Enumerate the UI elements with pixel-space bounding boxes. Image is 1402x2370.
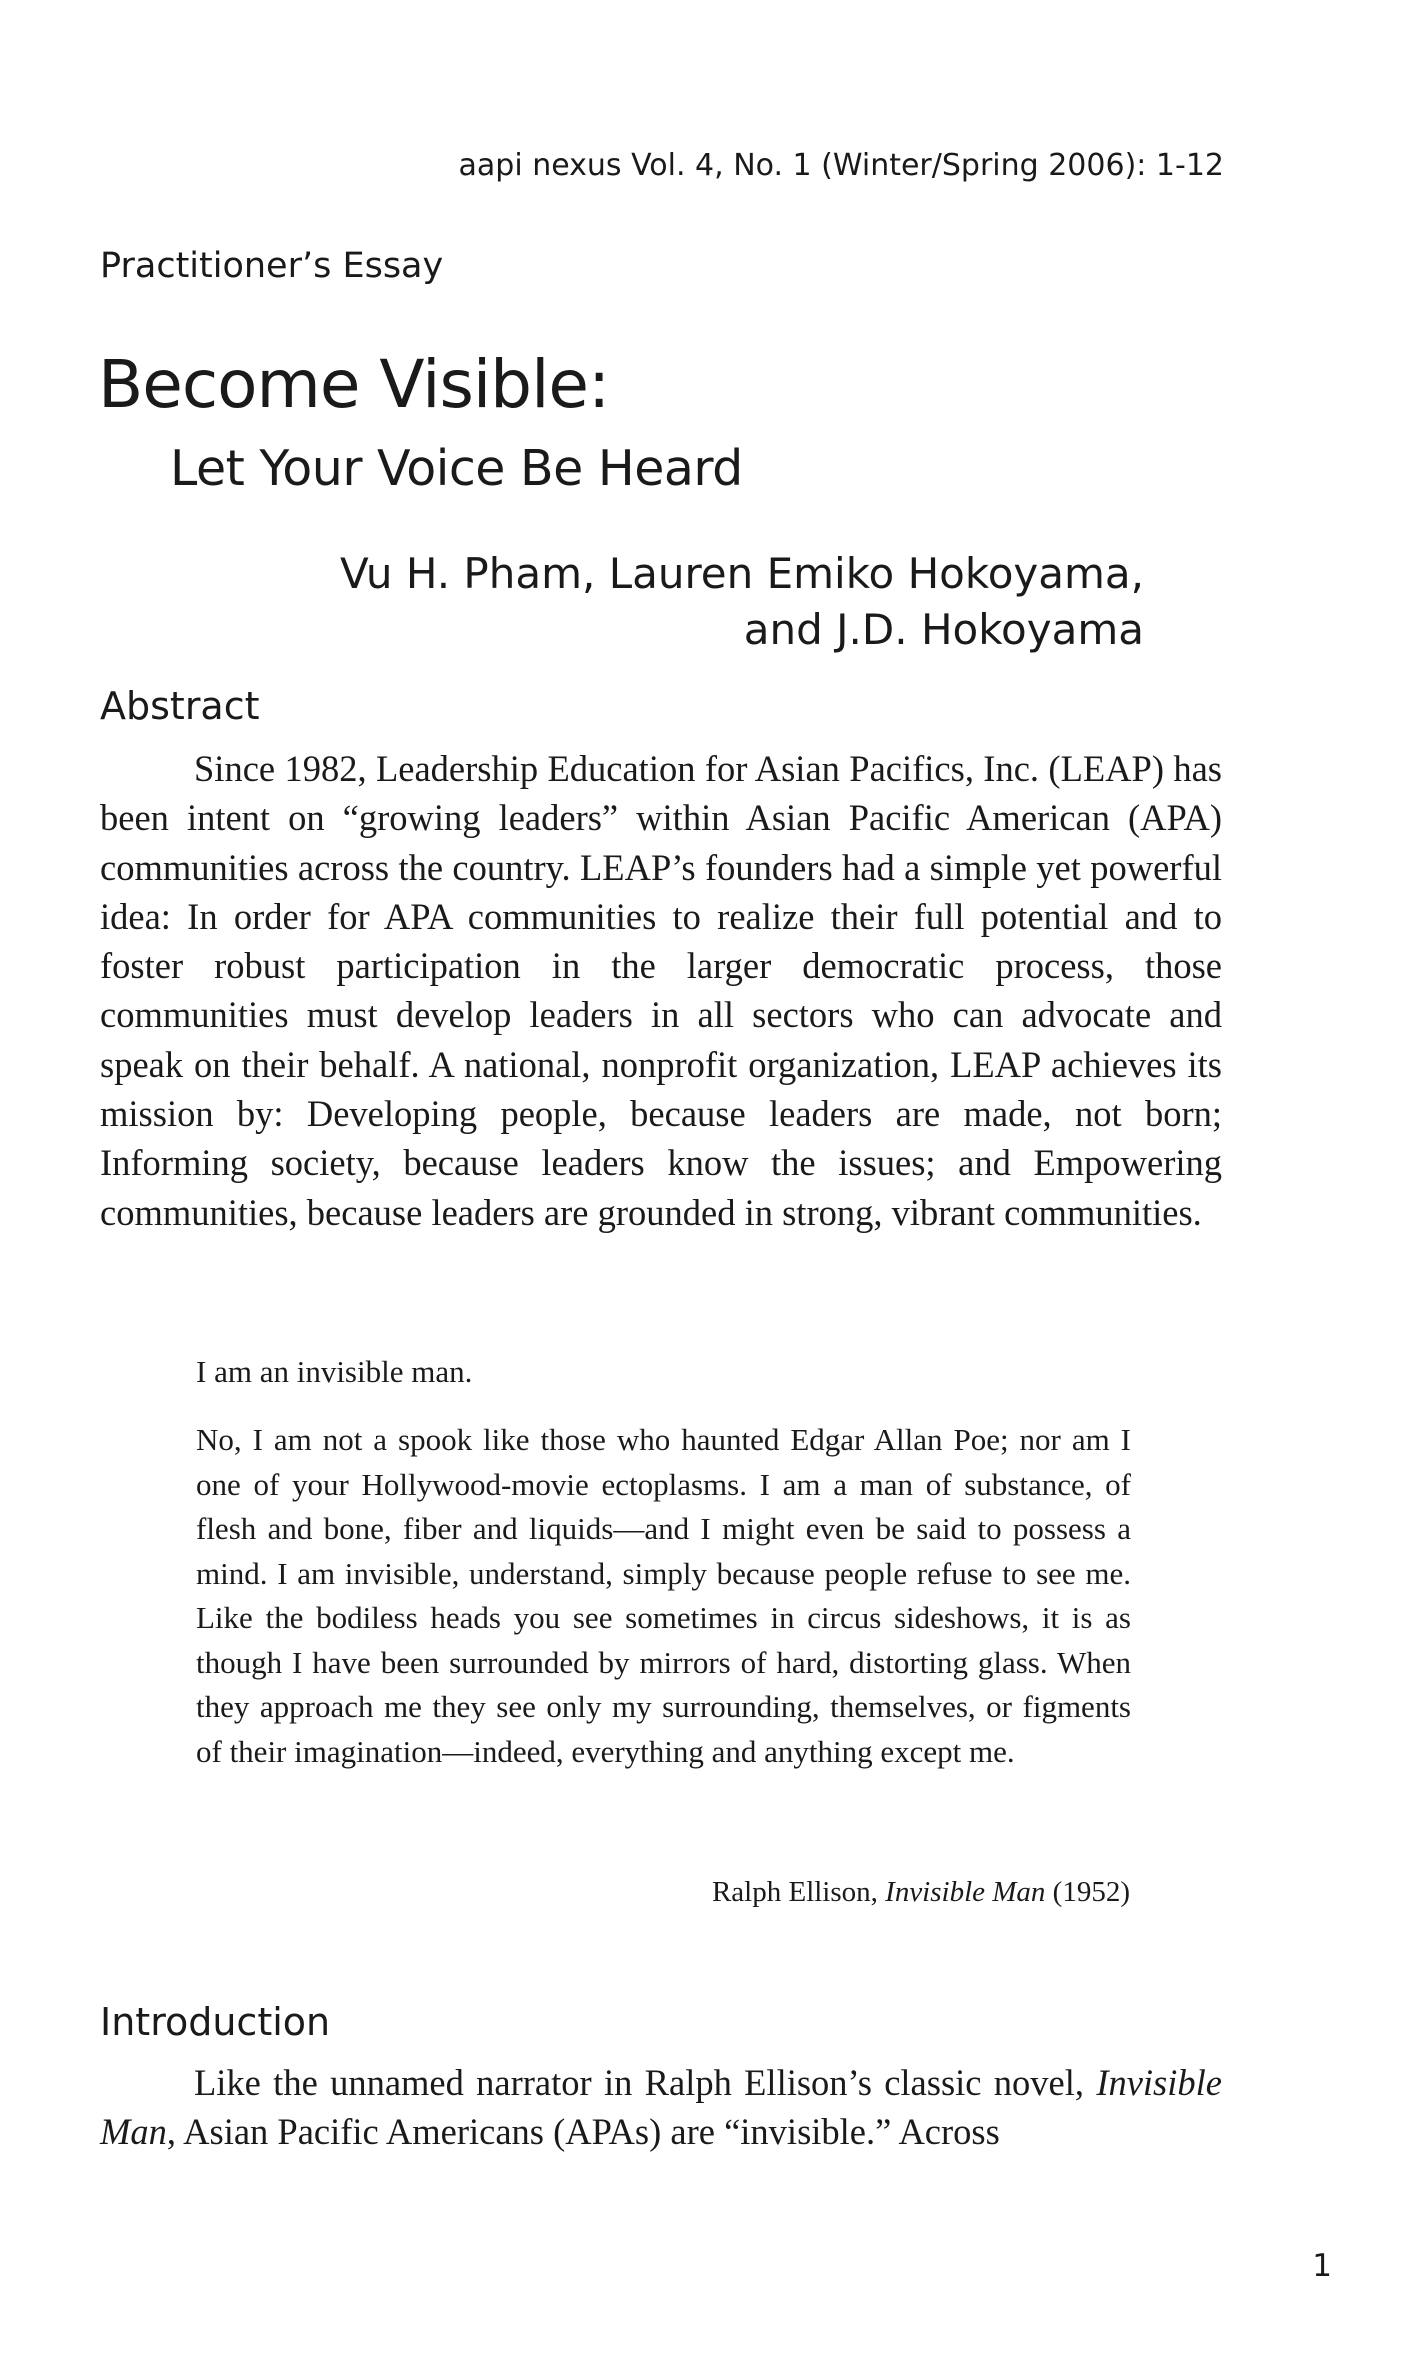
introduction-text-end: , Asian Pacific Americans (APAs) are “invisible.” Across	[166, 2111, 1000, 2153]
essay-type-label: Practitioner’s Essay	[100, 246, 444, 286]
introduction-text-start: Like the unnamed narrator in Ralph Ellison’s classic novel,	[194, 2062, 1097, 2103]
abstract-heading: Abstract	[100, 684, 260, 728]
epigraph-source-year: (1952)	[1045, 1876, 1130, 1908]
epigraph-body: No, I am not a spook like those who haunted Edgar Allan Poe; nor am I one of your Hollywood-movie ectoplasms. I am a man of substance, of flesh and bone, fiber and liquids—and I might even be said to possess a mind. I am invisible, understand, simply because people refuse to see me. Like the bodiless heads you see sometimes in circus sideshows, it is as though I have been surrounded by mirrors of hard, distorting glass. When they approach me they see only my surrounding, themselves, or figments of their imagination—indeed, everything and anything except me.	[196, 1422, 1131, 1769]
page-number: 1	[1312, 2248, 1332, 2284]
author-line-1: Vu H. Pham, Lauren Emiko Hokoyama,	[340, 549, 1144, 598]
introduction-text-italic: Invisible Man	[100, 2062, 1222, 2153]
epigraph-source	[712, 1876, 1130, 1909]
running-head: aapi nexus Vol. 4, No. 1 (Winter/Spring 2006): 1-12	[458, 148, 1224, 183]
epigraph-source-author: Ralph Ellison,	[711, 1876, 886, 1908]
author-list	[340, 546, 1144, 658]
introduction-paragraph	[100, 2058, 1222, 2157]
abstract-paragraph: Since 1982, Leadership Education for Asian Pacifics, Inc. (LEAP) has been intent on “growing leaders” within Asian Pacific American (APA) communities across the country. LEAP’s founders had a simple yet powerful idea: In order for APA communities to realize their full potential and to foster robust participation in the larger democratic process, those communities must develop leaders in all sectors who can advocate and speak on their behalf. A national, nonprofit organization, LEAP achieves its mission by: Developing people, because leaders are made, not born; Informing society, because leaders know the issues; and Empowering communities, because leaders are grounded in strong, vibrant communities.	[100, 748, 1222, 1233]
article-title: Become Visible:	[98, 346, 610, 423]
epigraph-lead: I am an invisible man.	[196, 1354, 473, 1389]
article-subtitle: Let Your Voice Be Heard	[170, 440, 743, 497]
author-line-2: and J.D. Hokoyama	[743, 605, 1144, 654]
introduction-heading: Introduction	[100, 2000, 331, 2044]
epigraph-source-title: Invisible Man	[885, 1876, 1046, 1908]
